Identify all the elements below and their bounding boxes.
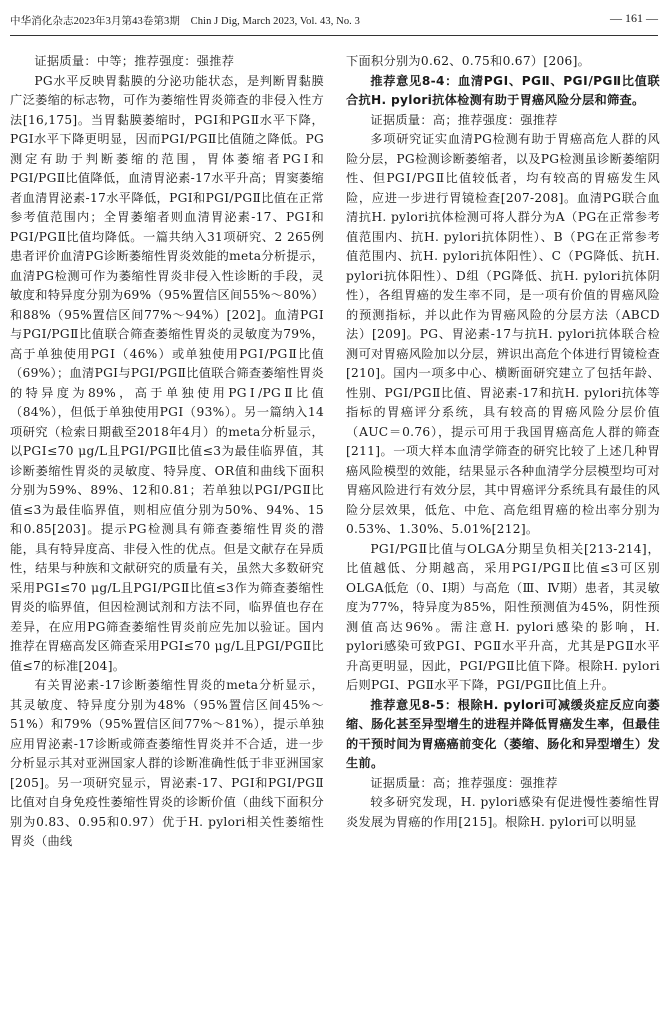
header-rule — [10, 35, 658, 36]
right-column — [346, 52, 660, 832]
paragraph: 证据质量：高；推荐强度：强推荐 — [370, 775, 558, 790]
paragraph: 较多研究发现，H. pylori感染有促进慢性萎缩性胃炎发展为胃癌的作用[215]。根除H. pylori可以明显 — [346, 795, 660, 829]
recommendation-paragraph: 推荐意见8-5：根除H. pylori可减缓炎症反应向萎缩、肠化甚至异型增生的进程并降低胃癌发生率，但最佳的干预时间为胃癌癌前变化（萎缩、肠化和异型增生）发生前。 — [346, 697, 660, 770]
recommendation-paragraph: 推荐意见8-4：血清PGⅠ、PGⅡ、PGⅠ/PGⅡ比值联合抗H. pylori抗体检测有助于胃癌风险分层和筛查。 — [346, 73, 660, 107]
paragraph: 多项研究证实血清PG检测有助于胃癌高危人群的风险分层，PG检测诊断萎缩者，以及PG检测虽诊断萎缩阴性、但PGⅠ/PGⅡ比值较低者，均有较高的胃癌发生风险，应进一步进行胃镜检查[207-208]。血清PG联合血清抗H. pylori抗体检测可将人群分为A（PG在正常参考值范围内、抗H. pylori抗体阴性）、B（PG在正常参考值范围内、抗H. pylori抗体阳性）、C（PG降低、抗H. pylori抗体阳性）、D组（PG降低、抗H. pylori抗体阴性），各组胃癌的发生率不同，是一项有价值的胃癌风险的预测指标，并以此作为胃癌风险的分层方法（ABCD法）[209]。PG、胃泌素-17与抗H. pylori抗体联合检测可对胃癌风险加以分层，辨识出高危个体进行胃镜检查[210]。国内一项多中心、横断面研究建立了包括年龄、性别、PGⅠ/PGⅡ比值、胃泌素-17和抗H. pylori抗体等指标的胃癌评分系统，具有较高的胃癌风险分层价值（AUC＝0.76），提示可用于我国胃癌高危人群的筛查[211]。一项大样本血清学筛查的研究比较了上述几种胃癌风险模型的效能，结果显示各种血清学分层模型均可对胃癌风险进行有效分层，其中胃癌评分系统具有最佳的风险分层效果，低危、中危、高危组胃癌的检出率分别为0.53%、1.30%、5.01%[212]。 — [346, 132, 660, 536]
paragraph: 有关胃泌素-17诊断萎缩性胃炎的meta分析显示，其灵敏度、特异度分别为48%（95%置信区间45%～51%）和79%（95%置信区间77%～81%），提示单独应用胃泌素-17诊断或筛查萎缩性胃炎并不合适，进一步分析显示其对亚洲国家人群的诊断准确性低于非亚洲国家[205]。另一项研究显示，胃泌素-17、PGⅠ和PGⅠ/PGⅡ比值对自身免疫性萎缩性胃炎的诊断价值（曲线下面积分别为0.83、0.95和0.97）优于H. pylori相关性萎缩性胃炎（曲线 — [10, 678, 324, 848]
running-header — [10, 5, 658, 33]
paragraph: 下面积分别为0.62、0.75和0.67）[206]。 — [346, 54, 591, 68]
paragraph: 证据质量：中等；推荐强度：强推荐 — [34, 54, 235, 68]
page-number: — 161 — — [610, 11, 658, 25]
paragraph: PGⅠ/PGⅡ比值与OLGA分期呈负相关[213-214]，比值越低、分期越高，采用PGⅠ/PGⅡ比值≤3可区别OLGA低危（0、Ⅰ期）与高危（Ⅲ、Ⅳ期）患者，其灵敏度为77%，特异度为85%，阳性预测值为45%，阴性预测值高达96%。需注意H. pylori感染的影响，H. pylori感染可致PGⅠ、PGⅡ水平升高，尤其是PGⅡ水平升高更明显，因此，PGⅠ/PGⅡ比值下降。根除H. pylori后则PGⅠ、PGⅡ水平下降，PGⅠ/PGⅡ比值上升。 — [346, 541, 660, 692]
paragraph: 证据质量：高；推荐强度：强推荐 — [370, 112, 558, 127]
paragraph: PG水平反映胃黏膜的分泌功能状态，是判断胃黏膜广泛萎缩的标志物，可作为萎缩性胃炎筛查的非侵入性方法[16,175]。当胃黏膜萎缩时，PGⅠ和PGⅡ水平下降，PGⅠ水平下降更明显，因而PGⅠ/PGⅡ比值随之降低。PG测定有助于判断萎缩的范围，胃体萎缩者PGⅠ和PGⅠ/PGⅡ比值降低，血清胃泌素-17水平升高；胃窦萎缩者血清胃泌素-17水平降低，PGⅠ和PGⅠ/PGⅡ比值在正常参考值范围内；全胃萎缩者则血清胃泌素-17、PGⅠ和PGⅠ/PGⅡ比值均降低。一篇共纳入31项研究、2 265例患者评价血清PG诊断萎缩性胃炎效能的meta分析提示，血清PG检测可作为萎缩性胃炎非侵入性诊断的手段，灵敏度和特异度分别为69%（95%置信区间55%～80%）和88%（95%置信区间77%～94%）[202]。血清PGⅠ与PGⅠ/PGⅡ比值联合筛查萎缩性胃炎的灵敏度为79%，高于单独使用PGⅠ（46%）或单独使用PGⅠ/PGⅡ比值（69%）；血清PGⅠ与PGⅠ/PGⅡ比值联合筛查萎缩性胃炎的特异度为89%，高于单独使用PGⅠ/PGⅡ比值（84%），但低于单独使用PGⅠ（93%）。另一篇纳入14项研究（检索日期截至2018年4月）的meta分析显示，以PGⅠ≤70 μg/L且PGⅠ/PGⅡ比值≤3为最佳临界值，其诊断萎缩性胃炎的灵敏度、特异度、OR值和曲线下面积分别为59%、89%、12和0.81；若单独以PGⅠ/PGⅡ比值≤3为最佳临界值，则相应值分别为50%、94%、15和0.85[203]。提示PG检测具有筛查萎缩性胃炎的潜能，具有特异度高、非侵入性的优点。但是文献存在异质性，结果与种族和文献研究的质量有关，虽然大多数研究采用PGⅠ≤70 μg/L且PGⅠ/PGⅡ比值≤3作为筛查萎缩性胃炎的临界值，但因检测试剂和方法不同，临界值也存在差异，在应用PG筛查萎缩性胃炎前应先加以验证。国内推荐在胃癌高发区筛查采用PGⅠ≤70 μg/L且PGⅠ/PGⅡ比值≤7的标准[204]。 — [10, 73, 324, 673]
journal-citation: 中华消化杂志2023年3月第43卷第3期 Chin J Dig, March 2023, Vol. 43, No. 3 — [10, 16, 360, 27]
left-column — [10, 52, 324, 852]
